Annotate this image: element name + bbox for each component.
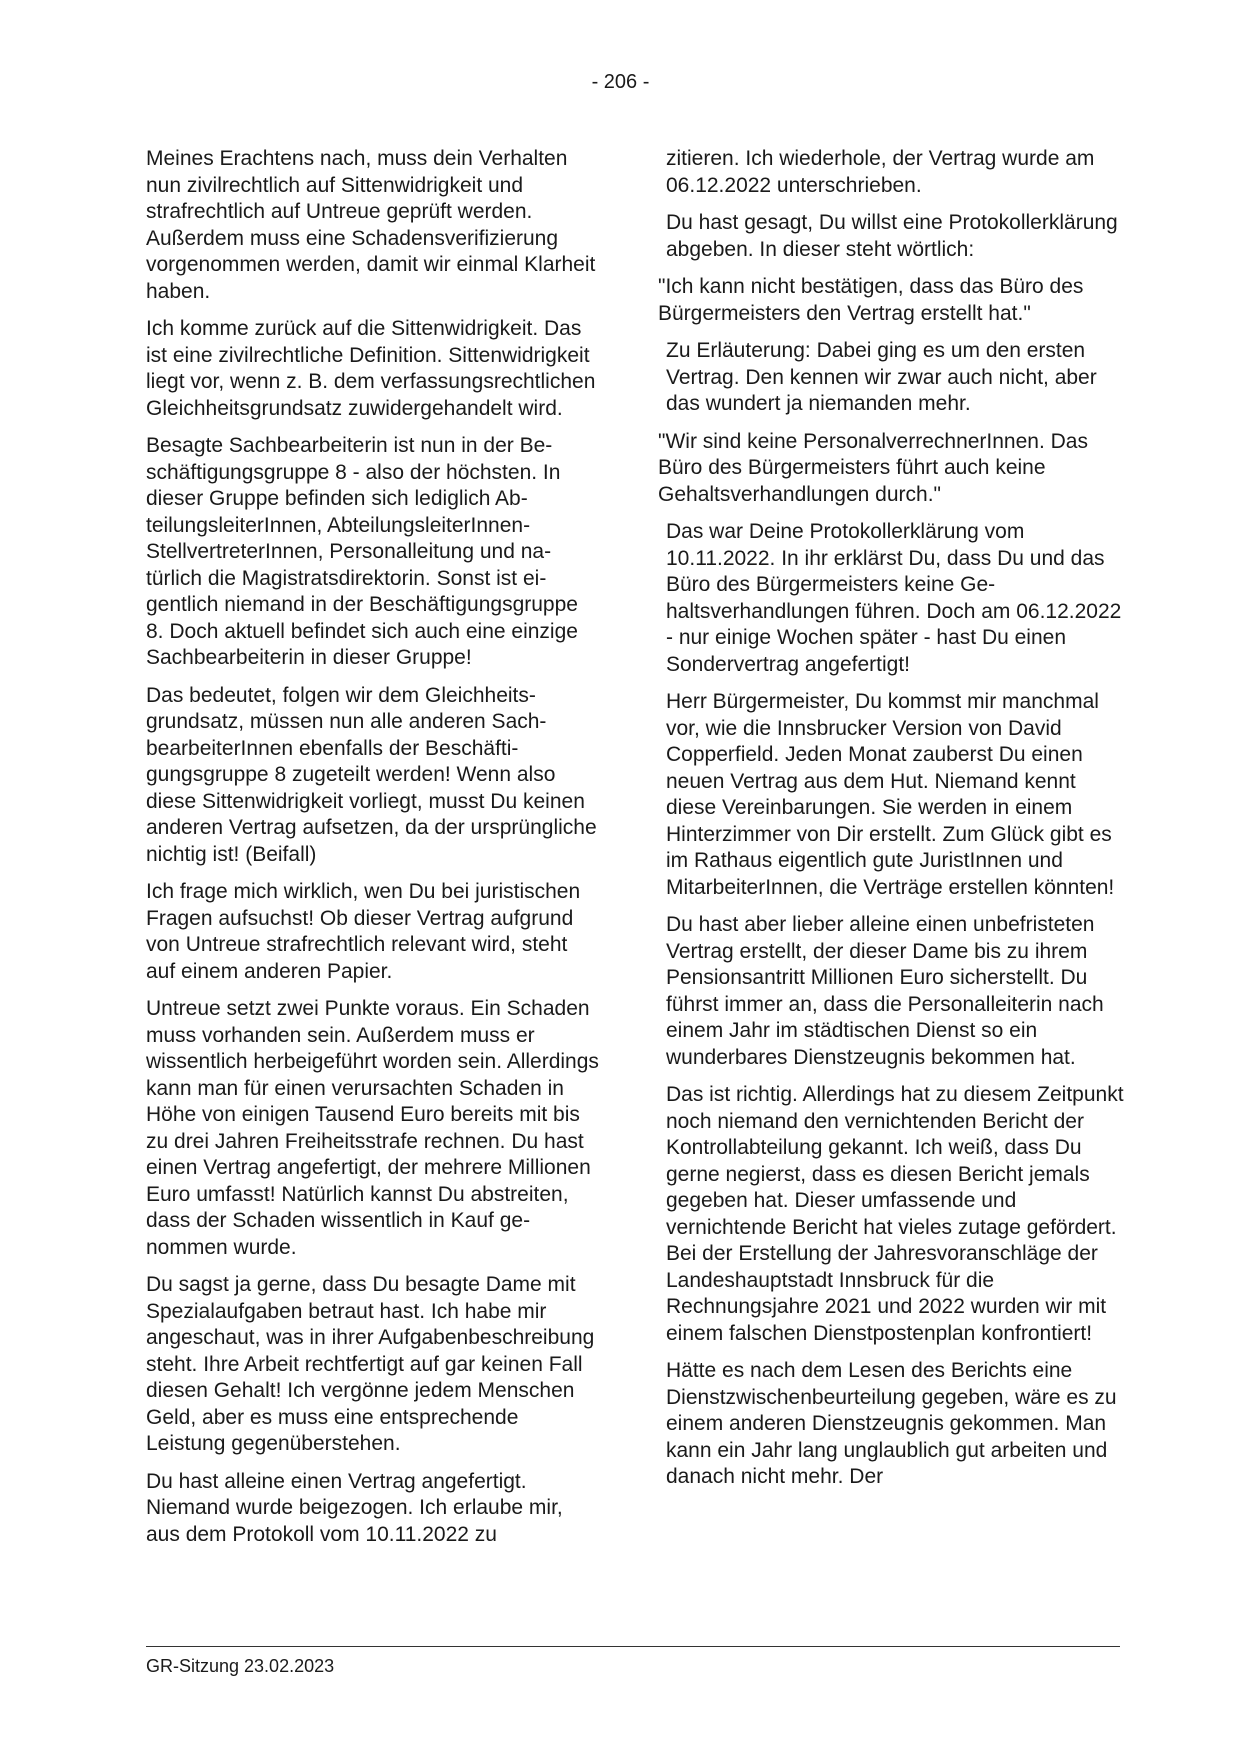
paragraph: Untreue setzt zwei Punkte voraus. Ein Schaden muss vorhanden sein. Außerdem muss er wissentlich herbeigeführt worden sein. Allerdings kann man für einen verursachten Schaden in Höhe von einigen Tausend Euro bereits mit bis zu drei Jahren Freiheitsstrafe rechnen. Du hast einen Vertrag angefertigt, der mehrere Millionen Euro umfasst! Natürlich kannst Du abstreiten, dass der Schaden wissentlich in Kauf genommen wurde. [146, 997, 599, 1259]
paragraph: Du hast gesagt, Du willst eine Protokollerklärung abgeben. In dieser steht wörtlich: [666, 211, 1118, 261]
paragraph: Du hast alleine einen Vertrag angefertigt. Niemand wurde beigezogen. Ich erlaube mir, aus dem Protokoll vom 10.11.2022 zu [146, 1469, 563, 1546]
quote-paragraph: "Ich kann nicht bestätigen, dass das Büro des Bürgermeisters den Vertrag erstellt hat." [658, 275, 1084, 325]
right-column [658, 146, 1126, 1502]
paragraph: Meines Erachtens nach, muss dein Verhalten nun zivilrechtlich auf Sittenwidrigkeit und strafrechtlich auf Untreue geprüft werden. Außerdem muss eine Schadensverifizierung vorgenommen werden, damit wir einmal Klarheit haben. [146, 147, 596, 303]
page-number: - 206 - [591, 71, 650, 93]
paragraph: Das ist richtig. Allerdings hat zu diesem Zeitpunkt noch niemand den vernichtenden Bericht der Kontrollabteilung gekannt. Ich weiß, dass Du gerne negierst, dass es diesen Bericht jemals gegeben hat. Dieser umfassende und vernichtende Bericht hat vieles zutage gefördert. Bei der Erstellung der Jahresvoranschläge der Landeshauptstadt Innsbruck für die Rechnungsjahre 2021 und 2022 wurden wir mit einem falschen Dienstpostenplan konfrontiert! [666, 1083, 1124, 1345]
paragraph: Zu Erläuterung: Dabei ging es um den ersten Vertrag. Den kennen wir zwar auch nicht, aber das wundert ja niemanden mehr. [666, 339, 1097, 415]
paragraph: Das war Deine Protokollerklärung vom 10.11.2022. In ihr erklärst Du, dass Du und das Büro des Bürgermeisters keine Gehaltsverhandlungen führen. Doch am 06.12.2022 - nur einige Wochen später - hast Du einen Sondervertrag angefertigt! [666, 520, 1122, 676]
paragraph: Du hast aber lieber alleine einen unbefristeten Vertrag erstellt, der dieser Dame bis zu ihrem Pensionsantritt Millionen Euro sicherstellt. Du führst immer an, dass die Personalleiterin nach einem Jahr im städtischen Dienst so ein wunderbares Dienstzeugnis bekommen hat. [666, 913, 1104, 1069]
left-column [146, 146, 600, 1559]
paragraph: Hätte es nach dem Lesen des Berichts eine Dienstzwischenbeurteilung gegeben, wäre es zu einem anderen Dienstzeugnis gekommen. Man kann ein Jahr lang unglaublich gut arbeiten und danach nicht mehr. Der [666, 1359, 1117, 1488]
paragraph: Ich frage mich wirklich, wen Du bei juristischen Fragen aufsuchst! Ob dieser Vertrag aufgrund von Untreue strafrechtlich relevant wird, steht auf einem anderen Papier. [146, 880, 581, 983]
paragraph: Ich komme zurück auf die Sittenwidrigkeit. Das ist eine zivilrechtliche Definition. Sittenwidrigkeit liegt vor, wenn z. B. dem verfassungsrechtlichen Gleichheitsgrundsatz zuwidergehandelt wird. [146, 317, 596, 420]
paragraph: Du sagst ja gerne, dass Du besagte Dame mit Spezialaufgaben betraut hast. Ich habe mir angeschaut, was in ihrer Aufgabenbeschreibung steht. Ihre Arbeit rechtfertigt auf gar keinen Fall diesen Gehalt! Ich vergönne jedem Menschen Geld, aber es muss eine entsprechende Leistung gegenüberstehen. [146, 1273, 595, 1455]
paragraph: Das bedeutet, folgen wir dem Gleichheitsgrundsatz, müssen nun alle anderen SachbearbeiterInnen ebenfalls der Beschäftigungsgruppe 8 zugeteilt werden! Wenn also diese Sittenwidrigkeit vorliegt, musst Du keinen anderen Vertrag aufsetzen, da der ursprüngliche nichtig ist! (Beifall) [146, 683, 597, 866]
footer-session-label: GR-Sitzung 23.02.2023 [146, 1656, 335, 1676]
paragraph: zitieren. Ich wiederhole, der Vertrag wurde am 06.12.2022 unterschrieben. [666, 147, 1095, 197]
paragraph: Herr Bürgermeister, Du kommst mir manchmal vor, wie die Innsbrucker Version von David Copperfield. Jeden Monat zauberst Du einen neuen Vertrag aus dem Hut. Niemand kennt diese Vereinbarungen. Sie werden in einem Hinterzimmer von Dir erstellt. Zum Glück gibt es im Rathaus eigentlich gute JuristInnen und MitarbeiterInnen, die Verträge erstellen könnten! [666, 690, 1115, 899]
footer-divider [146, 1646, 1120, 1647]
paragraph: Besagte Sachbearbeiterin ist nun in der Beschäftigungsgruppe 8 - also der höchsten. In dieser Gruppe befinden sich lediglich AbteilungsleiterInnen, AbteilungsleiterInnen-StellvertreterInnen, Personalleitung und natürlich die Magistratsdirektorin. Sonst ist eigentlich niemand in der Beschäftigungsgruppe 8. Doch aktuell befindet sich auch eine einzige Sachbearbeiterin in dieser Gruppe! [146, 434, 578, 669]
quote-paragraph: "Wir sind keine PersonalverrechnerInnen. Das Büro des Bürgermeisters führt auch keine Gehaltsverhandlungen durch." [658, 429, 1088, 506]
